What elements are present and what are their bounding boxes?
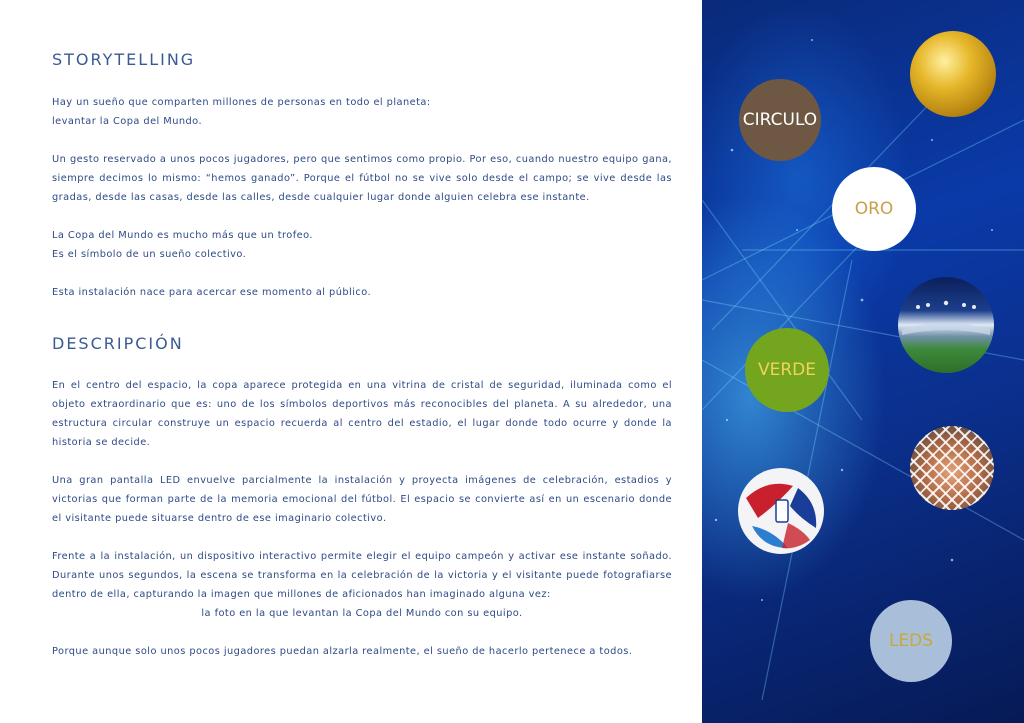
moodboard-panel: [702, 0, 1024, 723]
oro-label: ORO: [854, 199, 894, 219]
descripcion-paragraph-2: Una gran pantalla LED envuelve parcialmente la instalación y proyecta imágenes de celebración, estadios y victorias que forman parte de la memoria emocional del fútbol. El espacio se convierte así en un escenario donde el visitante puede situarse dentro de ese imaginario colectivo.: [52, 475, 672, 524]
leds-circle: [870, 600, 952, 682]
text-column: [52, 46, 672, 661]
descripcion-paragraph-4: Porque aunque solo unos pocos jugadores puedan alzarla realmente, el sueño de hacerlo pertenece a todos.: [52, 646, 633, 657]
storytelling-paragraph-2: Un gesto reservado a unos pocos jugadores, pero que sentimos como propio. Por eso, cuando nuestro equipo gana, siempre decimos lo mismo: “hemos ganado”. Porque el fútbol no se vive solo desde el campo; se vive desde las gradas, desde las casas, desde las calles, desde cualquier lugar donde alguien celebra ese instante.: [52, 154, 672, 203]
circulo-label: CIRCULO: [742, 110, 818, 130]
storytelling-heading: STORYTELLING: [52, 50, 196, 69]
storytelling-paragraph-4: Esta instalación nace para acercar ese momento al público.: [52, 287, 372, 298]
oro-circle: [832, 167, 916, 251]
football-image: [738, 468, 824, 554]
leds-label: LEDS: [888, 631, 934, 651]
descripcion-paragraph-3: Frente a la instalación, un dispositivo interactivo permite elegir el equipo campeón y activar ese instante soñado. Durante unos segundos, la escena se transforma en la celebración de la victoria y el visitante puede fotografiarse dentro de ella, capturando la imagen que millones de aficionados han imaginado alguna vez: la foto en la que levantan la Copa del Mundo con su equipo.: [52, 547, 672, 623]
stadium-lights-icon: [898, 277, 994, 373]
verde-label: VERDE: [757, 360, 816, 380]
football-icon: [738, 468, 824, 554]
centered-quote-line: la foto en la que levantan la Copa del Mundo con su equipo.: [201, 608, 523, 619]
descripcion-heading: DESCRIPCIÓN: [52, 334, 184, 353]
circulo-circle: [739, 79, 821, 161]
verde-circle: [745, 328, 829, 412]
descripcion-paragraph-1: En el centro del espacio, la copa aparece protegida en una vitrina de cristal de seguridad, iluminada como el objeto extraordinario que es: uno de los símbolos deportivos más reconocibles del planeta. A su alrededor, una estructura circular construye un espacio recuerda al centro del estadio, el lugar donde todo ocurre y donde la historia se decide.: [52, 380, 672, 448]
stadium-image: [898, 277, 994, 373]
storytelling-paragraph-3: La Copa del Mundo es mucho más que un trofeo. Es el símbolo de un sueño colectivo.: [52, 230, 313, 260]
storytelling-paragraph-1: Hay un sueño que comparten millones de personas en todo el planeta: levantar la Copa del Mundo.: [52, 97, 431, 127]
gold-texture-image: [910, 31, 996, 117]
goal-net-image: [910, 426, 994, 510]
